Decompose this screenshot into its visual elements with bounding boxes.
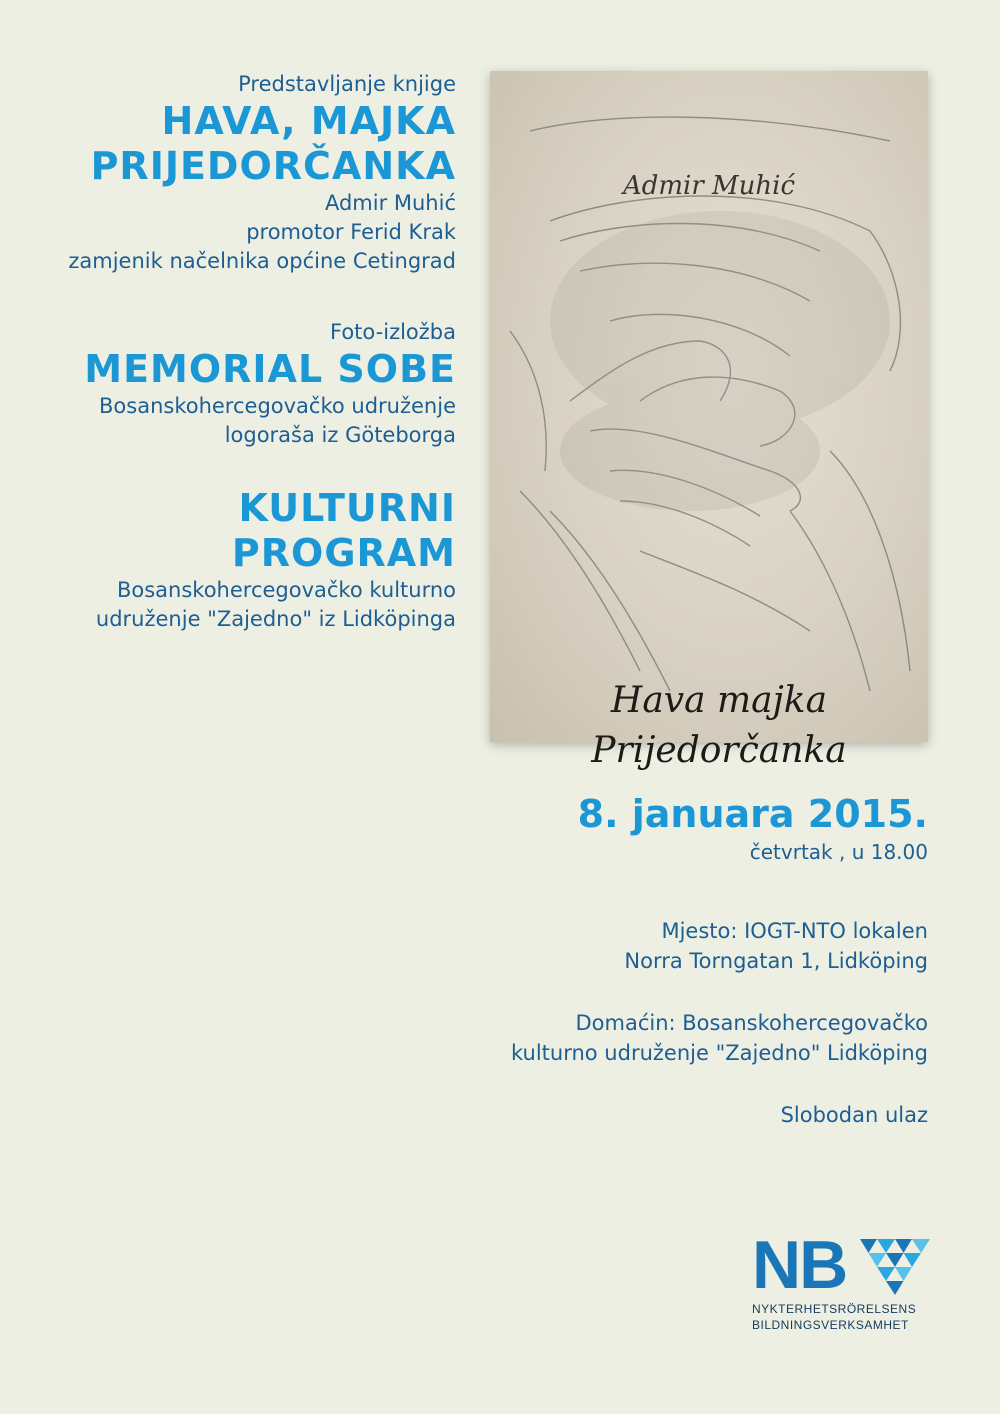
nbv-logo-mark: NB: [752, 1227, 847, 1303]
nbv-v-triangles-icon: [860, 1239, 930, 1295]
cultural-program-title: KULTURNI PROGRAM: [231, 486, 456, 575]
book-title-line1: HAVA, MAJKA: [161, 99, 456, 143]
book-cover-image: [490, 71, 928, 771]
program-column: [40, 70, 456, 634]
cultural-program-line2: udruženje "Zajedno" iz Lidköpinga: [95, 607, 456, 631]
nbv-logo: [752, 1227, 930, 1333]
book-promoter: promotor Ferid Krak: [246, 220, 456, 244]
event-date: 8. januara 2015.: [577, 792, 928, 836]
nbv-logo-line2: BILDNINGSVERKSAMHET: [752, 1318, 909, 1332]
event-place-line2: Norra Torngatan 1, Lidköping: [624, 949, 928, 973]
event-host-line1: Domaćin: Bosanskohercegovačko: [575, 1011, 928, 1035]
nbv-logo-line1: NYKTERHETSRÖRELSENS: [752, 1302, 917, 1316]
cultural-program-line1: Bosanskohercegovačko kulturno: [116, 578, 456, 602]
event-details: [468, 790, 928, 1130]
event-entry: Slobodan ulaz: [780, 1103, 928, 1127]
book-cover-title-line2: Prijedorčanka: [591, 730, 847, 771]
book-cover-title-line1: Hava majka: [610, 680, 828, 721]
photo-exhibition-title: MEMORIAL SOBE: [84, 347, 456, 391]
event-host-line2: kulturno udruženje "Zajedno" Lidköping: [511, 1041, 928, 1065]
book-title-line2: PRIJEDORČANKA: [90, 144, 456, 188]
book-promoter-role: zamjenik načelnika općine Cetingrad: [68, 249, 456, 273]
book-cover-author: Admir Muhić: [622, 171, 796, 201]
event-place-line1: Mjesto: IOGT-NTO lokalen: [661, 919, 928, 943]
photo-exhibition-org-line1: Bosanskohercegovačko udruženje: [99, 394, 456, 418]
photo-exhibition-org-line2: logoraša iz Göteborga: [224, 423, 456, 447]
book-cover-title: [550, 676, 888, 776]
book-presentation-intro: Predstavljanje knjige: [238, 72, 456, 96]
photo-exhibition-intro: Foto-izložba: [330, 320, 456, 344]
book-author: Admir Muhić: [324, 191, 456, 215]
event-time: četvrtak , u 18.00: [749, 840, 928, 864]
